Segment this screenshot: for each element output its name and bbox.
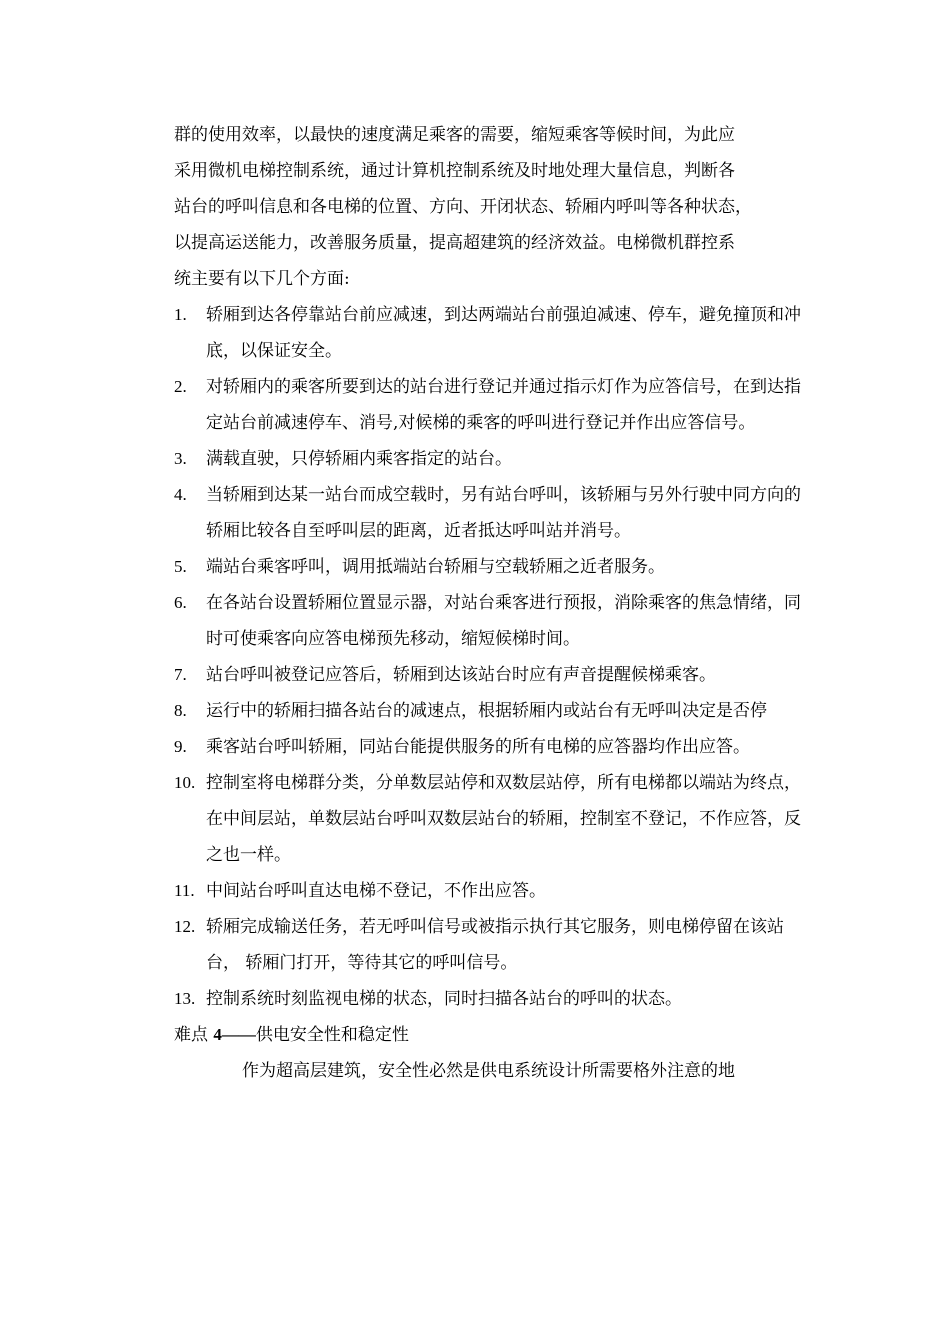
intro-line: 采用微机电梯控制系统，通过计算机控制系统及时地处理大量信息，判断各	[174, 161, 735, 181]
list-text: 对轿厢内的乘客所要到达的站台进行登记并通过指示灯作为应答信号，在到达指定站台前减速停车、消号,对候梯的乘客的呼叫进行登记并作出应答信号。	[206, 377, 801, 433]
heading-prefix: 难点	[174, 1025, 214, 1045]
section-heading	[174, 1017, 814, 1053]
list-item	[174, 981, 814, 1017]
list-number: 9.	[174, 737, 187, 756]
list-text: 在各站台设置轿厢位置显示器，对站台乘客进行预报，消除乘客的焦急情绪，同时可使乘客向应答电梯预先移动，缩短候梯时间。	[206, 593, 801, 649]
list-number: 6.	[174, 593, 187, 612]
list-text: 运行中的轿厢扫描各站台的减速点，根据轿厢内或站台有无呼叫决定是否停	[206, 701, 767, 721]
list-item	[174, 729, 814, 765]
document-body	[174, 117, 814, 1089]
feature-list	[174, 297, 814, 1017]
list-number: 5.	[174, 557, 187, 576]
list-item	[174, 585, 814, 657]
list-text: 控制系统时刻监视电梯的状态，同时扫描各站台的呼叫的状态。	[206, 989, 682, 1009]
intro-paragraph	[174, 117, 814, 297]
list-text: 控制室将电梯群分类，分单数层站停和双数层站停，所有电梯都以端站为终点，在中间层站，单数层站台呼叫双数层站台的轿厢，控制室不登记，不作应答，反之也一样。	[206, 773, 801, 865]
list-text: 中间站台呼叫直达电梯不登记，不作出应答。	[206, 881, 546, 901]
list-item	[174, 873, 814, 909]
list-number: 7.	[174, 665, 187, 684]
list-item	[174, 369, 814, 441]
intro-line: 统主要有以下几个方面:	[174, 269, 350, 289]
intro-line: 群的使用效率，以最快的速度满足乘客的需要，缩短乘客等候时间，为此应	[174, 125, 735, 145]
list-item	[174, 477, 814, 549]
list-text: 站台呼叫被登记应答后，轿厢到达该站台时应有声音提醒候梯乘客。	[206, 665, 716, 685]
list-number: 2.	[174, 377, 187, 396]
list-item	[174, 297, 814, 369]
list-item	[174, 765, 814, 873]
heading-number: 4——	[213, 1025, 256, 1044]
list-number: 11.	[174, 881, 195, 900]
list-number: 4.	[174, 485, 187, 504]
list-item	[174, 693, 814, 729]
intro-line: 站台的呼叫信息和各电梯的位置、方向、开闭状态、轿厢内呼叫等各种状态，	[174, 197, 752, 217]
list-number: 1.	[174, 305, 187, 324]
intro-line: 以提高运送能力，改善服务质量，提高超建筑的经济效益。电梯微机群控系	[174, 233, 735, 253]
list-number: 10.	[174, 773, 196, 792]
heading-title: 供电安全性和稳定性	[255, 1025, 409, 1045]
list-text: 轿厢到达各停靠站台前应减速，到达两端站台前强迫减速、停车，避免撞顶和冲底，以保证安全。	[206, 305, 801, 361]
list-text: 轿厢完成输送任务，若无呼叫信号或被指示执行其它服务，则电梯停留在该站台， 轿厢门打开，等待其它的呼叫信号。	[206, 917, 784, 973]
list-text: 乘客站台呼叫轿厢，同站台能提供服务的所有电梯的应答器均作出应答。	[206, 737, 750, 757]
list-text: 满载直驶，只停轿厢内乘客指定的站台。	[206, 449, 512, 469]
list-text: 端站台乘客呼叫，调用抵端站台轿厢与空载轿厢之近者服务。	[206, 557, 665, 577]
list-text: 当轿厢到达某一站台而成空载时，另有站台呼叫，该轿厢与另外行驶中同方向的轿厢比较各自至呼叫层的距离，近者抵达呼叫站并消号。	[206, 485, 801, 541]
body-paragraph: 作为超高层建筑，安全性必然是供电系统设计所需要格外注意的地	[242, 1061, 735, 1081]
list-number: 8.	[174, 701, 187, 720]
list-item	[174, 657, 814, 693]
list-number: 13.	[174, 989, 196, 1008]
list-number: 3.	[174, 449, 187, 468]
list-item	[174, 549, 814, 585]
list-item	[174, 441, 814, 477]
list-number: 12.	[174, 917, 196, 936]
list-item	[174, 909, 814, 981]
